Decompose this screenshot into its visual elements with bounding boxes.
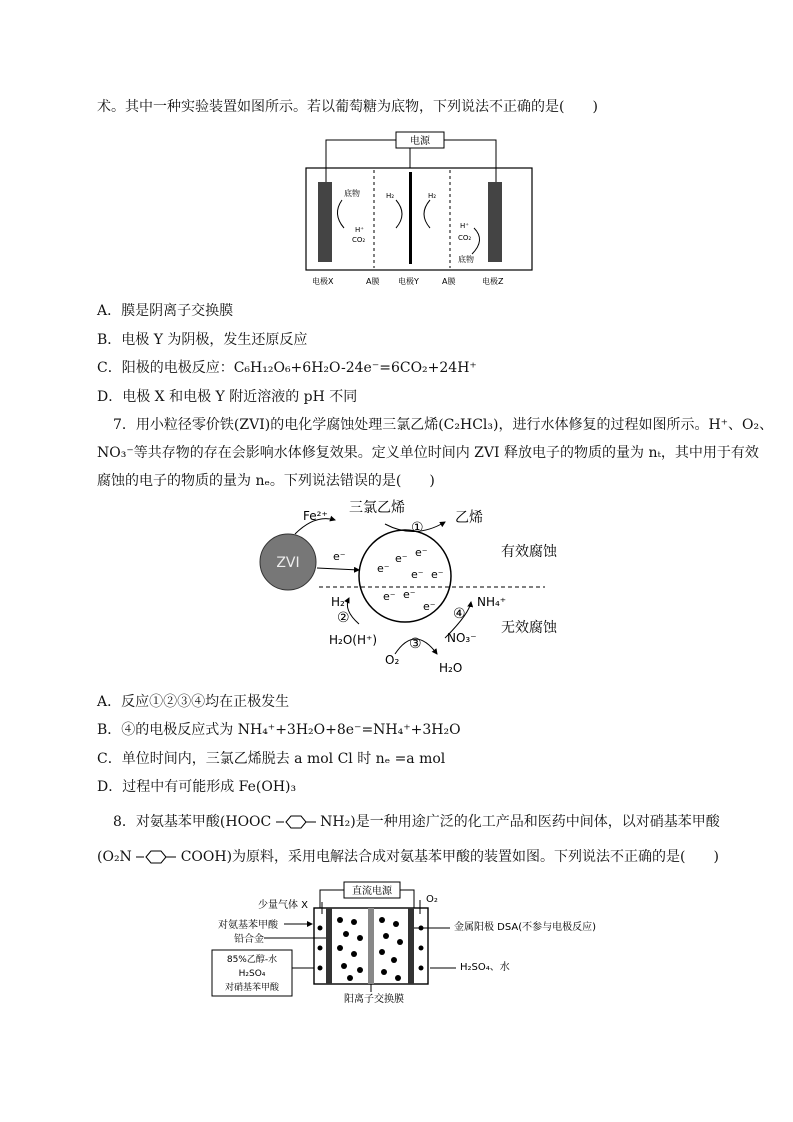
svg-text:H₂O(H⁺): H₂O(H⁺) xyxy=(329,633,377,647)
svg-text:底物: 底物 xyxy=(344,189,360,198)
svg-text:H₂: H₂ xyxy=(428,192,437,200)
svg-text:少量气体 X: 少量气体 X xyxy=(258,900,309,911)
svg-text:O₂: O₂ xyxy=(426,894,438,905)
svg-text:e⁻: e⁻ xyxy=(403,588,416,601)
svg-text:NH₄⁺: NH₄⁺ xyxy=(477,595,507,609)
svg-text:H⁺: H⁺ xyxy=(460,222,469,230)
label-membrane-2: A膜 xyxy=(442,277,456,286)
q7-option-c: C．单位时间内，三氯乙烯脱去 a mol Cl 时 nₑ =a mol xyxy=(97,751,446,767)
q7-stem-line1: 7．用小粒径零价铁(ZVI)的电化学腐蚀处理三氯乙烯(C₂HCl₃)，进行水体修复的过程如图所示。H⁺、O₂、 xyxy=(113,417,774,433)
electrosynthesis-figure xyxy=(208,878,628,1028)
q7-stem-line2: NO₃⁻等共存物的存在会影响水体修复效果。定义单位时间内 ZVI 释放电子的物质的量为 nₜ，其中用于有效 xyxy=(97,445,759,461)
svg-text:e⁻: e⁻ xyxy=(423,600,436,613)
benzene-ring-icon xyxy=(136,849,176,865)
svg-text:H₂: H₂ xyxy=(331,595,345,609)
electrolysis-cell-figure xyxy=(300,128,540,288)
label-membrane-1: A膜 xyxy=(366,277,380,286)
svg-text:e⁻: e⁻ xyxy=(411,568,424,581)
svg-text:④: ④ xyxy=(453,606,466,622)
svg-text:H₂SO₄、水: H₂SO₄、水 xyxy=(460,962,510,973)
tce-label: 三氯乙烯 xyxy=(349,500,405,516)
svg-text:金属阳极 DSA(不参与电极反应): 金属阳极 DSA(不参与电极反应) xyxy=(454,922,597,933)
svg-text:e⁻: e⁻ xyxy=(377,562,390,575)
svg-text:e⁻: e⁻ xyxy=(395,552,408,565)
q7-option-a: A．反应①②③④均在正极发生 xyxy=(97,694,290,710)
label-electrode-y: 电极Y xyxy=(398,277,419,286)
electrode-x xyxy=(318,182,332,262)
svg-text:CO₂: CO₂ xyxy=(352,236,366,244)
svg-text:H₂O: H₂O xyxy=(439,661,463,675)
svg-text:e⁻: e⁻ xyxy=(383,590,396,603)
fe2-label: Fe²⁺ xyxy=(303,509,328,523)
q6-option-b: B．电极 Y 为阴极，发生还原反应 xyxy=(97,332,308,348)
svg-text:H⁺: H⁺ xyxy=(355,226,364,234)
svg-text:对硝基苯甲酸: 对硝基苯甲酸 xyxy=(224,983,280,993)
cation-exchange-membrane xyxy=(368,908,374,984)
svg-text:铅合金: 铅合金 xyxy=(234,934,264,945)
q7-option-b: B．④的电极反应式为 NH₄⁺+3H₂O+8e⁻=NH₄⁺+3H₂O xyxy=(97,722,461,738)
dsa-anode xyxy=(408,908,414,984)
svg-text:底物: 底物 xyxy=(458,255,474,264)
svg-text:阳离子交换膜: 阳离子交换膜 xyxy=(344,994,404,1005)
ethylene-label: 乙烯 xyxy=(455,510,483,526)
electrode-y xyxy=(409,172,412,264)
svg-text:①: ① xyxy=(411,520,424,536)
svg-text:O₂: O₂ xyxy=(385,653,400,667)
benzene-ring-icon xyxy=(276,814,316,830)
power-source-label: 电源 xyxy=(410,136,430,147)
svg-text:②: ② xyxy=(337,610,350,626)
q6-option-a: A．膜是阴离子交换膜 xyxy=(97,303,234,319)
q8-stem-line1: 8．对氨基苯甲酸(HOOC NH₂)是一种用途广泛的化工产品和医药中间体，以对硝基苯甲酸 xyxy=(113,814,720,830)
svg-text:H₂: H₂ xyxy=(386,192,395,200)
label-electrode-x: 电极X xyxy=(312,277,334,286)
svg-text:对氨基苯甲酸: 对氨基苯甲酸 xyxy=(218,920,278,931)
svg-text:③: ③ xyxy=(409,636,422,652)
lead-alloy-cathode xyxy=(326,908,332,984)
ineffective-corrosion-label: 无效腐蚀 xyxy=(501,620,557,636)
svg-text:e⁻: e⁻ xyxy=(415,546,428,559)
q6-option-d: D．电极 X 和电极 Y 附近溶液的 pH 不同 xyxy=(97,389,358,405)
svg-text:H₂SO₄: H₂SO₄ xyxy=(238,969,266,979)
zvi-corrosion-figure xyxy=(255,498,595,678)
electrode-z xyxy=(488,182,502,262)
zvi-label: ZVI xyxy=(276,555,300,571)
svg-text:e⁻: e⁻ xyxy=(333,550,346,563)
q6-option-c: C．阳极的电极反应：C₆H₁₂O₆+6H₂O-24e⁻=6CO₂+24H⁺ xyxy=(97,360,477,376)
svg-text:CO₂: CO₂ xyxy=(458,234,472,242)
q7-option-d: D．过程中有可能形成 Fe(OH)₃ xyxy=(97,779,297,795)
svg-text:NO₃⁻: NO₃⁻ xyxy=(447,631,477,645)
effective-corrosion-label: 有效腐蚀 xyxy=(501,544,557,560)
svg-text:85%乙醇-水: 85%乙醇-水 xyxy=(226,955,278,965)
svg-text:e⁻: e⁻ xyxy=(431,568,444,581)
svg-text:直流电源: 直流电源 xyxy=(352,886,392,897)
label-electrode-z: 电极Z xyxy=(482,277,504,286)
q7-stem-line3: 腐蚀的电子的物质的量为 nₑ。下列说法错误的是( ) xyxy=(97,473,435,489)
wire-right xyxy=(444,140,496,182)
question-stem-continuation: 术。其中一种实验装置如图所示。若以葡萄糖为底物，下列说法不正确的是( ) xyxy=(97,99,598,115)
wire-left xyxy=(326,140,396,182)
q8-stem-line2: (O₂N COOH)为原料，采用电解法合成对氨基苯甲酸的装置如图。下列说法不正确的是( ) xyxy=(97,849,719,865)
